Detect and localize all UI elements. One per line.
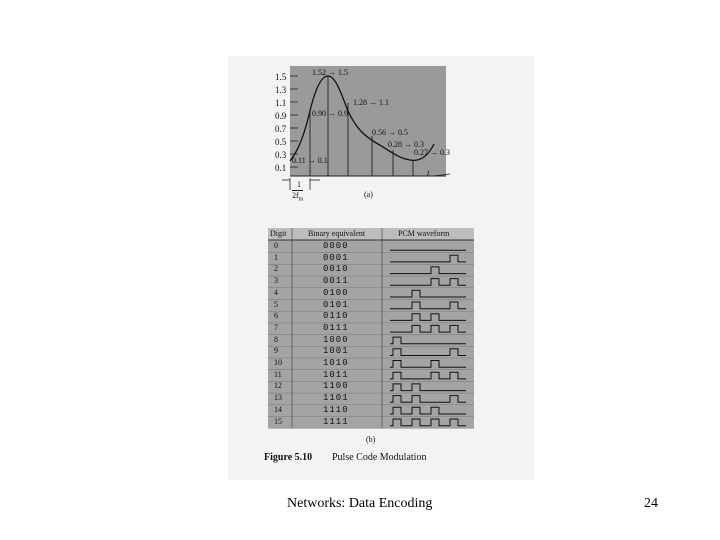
interval-label-numerator: 1 [297,180,301,189]
row-digit: 9 [274,346,278,356]
row-binary: 1001 [323,346,349,357]
sample-annotation: 0.56 → 0.5 [372,128,408,137]
table-background [268,228,474,428]
sample-annotation: 1.52 → 1.5 [312,68,348,77]
row-binary: 1000 [323,334,349,345]
figure-number: Figure 5.10 [264,452,313,463]
row-digit: 0 [274,241,278,250]
row-digit: 7 [274,322,278,332]
time-axis-label: t [427,168,430,178]
scanned-figure [228,56,534,480]
y-tick-label: 0.1 [275,163,287,173]
sample-annotation: 1.28 → 1.1 [353,98,389,107]
footer-title: Networks: Data Encoding [287,496,433,511]
y-tick-label: 0.9 [275,111,287,121]
row-binary: 1101 [323,393,349,404]
row-binary: 1110 [323,404,349,415]
row-digit: 14 [274,404,282,414]
row-digit: 2 [274,264,278,274]
row-binary: 1111 [323,416,349,427]
row-binary: 0110 [323,311,349,322]
row-digit: 8 [274,334,278,344]
y-tick-label: 1.3 [275,85,287,95]
row-binary: 1010 [323,358,349,368]
row-digit: 3 [274,276,278,286]
caption-b: (b) [366,435,376,444]
row-binary: 0011 [323,276,349,287]
sample-annotation: 0.28 → 0.3 [388,140,424,149]
y-tick-label: 1.5 [275,72,287,82]
row-binary: 0101 [323,299,349,310]
figure-title: Pulse Code Modulation [332,452,427,463]
y-tick-label: 0.5 [275,137,287,147]
page-number: 24 [644,496,658,511]
row-digit: 12 [274,381,282,391]
sample-annotation: 0.27 → 0.3 [414,148,450,157]
row-binary: 0100 [323,287,349,298]
row-binary: 0010 [323,264,349,275]
sample-annotation: 0.11 → 0.1 [292,156,328,165]
y-tick-label: 1.1 [275,98,287,108]
row-digit: 10 [274,358,282,367]
row-digit: 11 [274,369,282,379]
caption-a: (a) [364,190,373,199]
row-binary: 0000 [323,241,349,251]
interval-label-denominator: $2f_m$ [292,191,304,203]
row-digit: 15 [274,416,282,426]
row-binary: 0001 [323,252,349,263]
row-digit: 5 [274,299,278,309]
y-tick-label: 0.3 [275,150,287,160]
row-binary: 1100 [323,381,349,392]
y-tick-label: 0.7 [275,124,287,134]
row-digit: 6 [274,311,278,321]
row-digit: 4 [274,287,278,297]
header-waveform: PCM waveform [398,229,450,238]
row-digit: 13 [274,393,282,403]
row-binary: 1011 [323,369,349,380]
sample-annotation: 0.90 → 0.9 [312,109,348,118]
header-binary: Binary equivalent [308,229,366,238]
row-binary: 0111 [323,322,349,333]
row-digit: 1 [274,252,278,262]
header-digit: Digit [270,229,287,238]
